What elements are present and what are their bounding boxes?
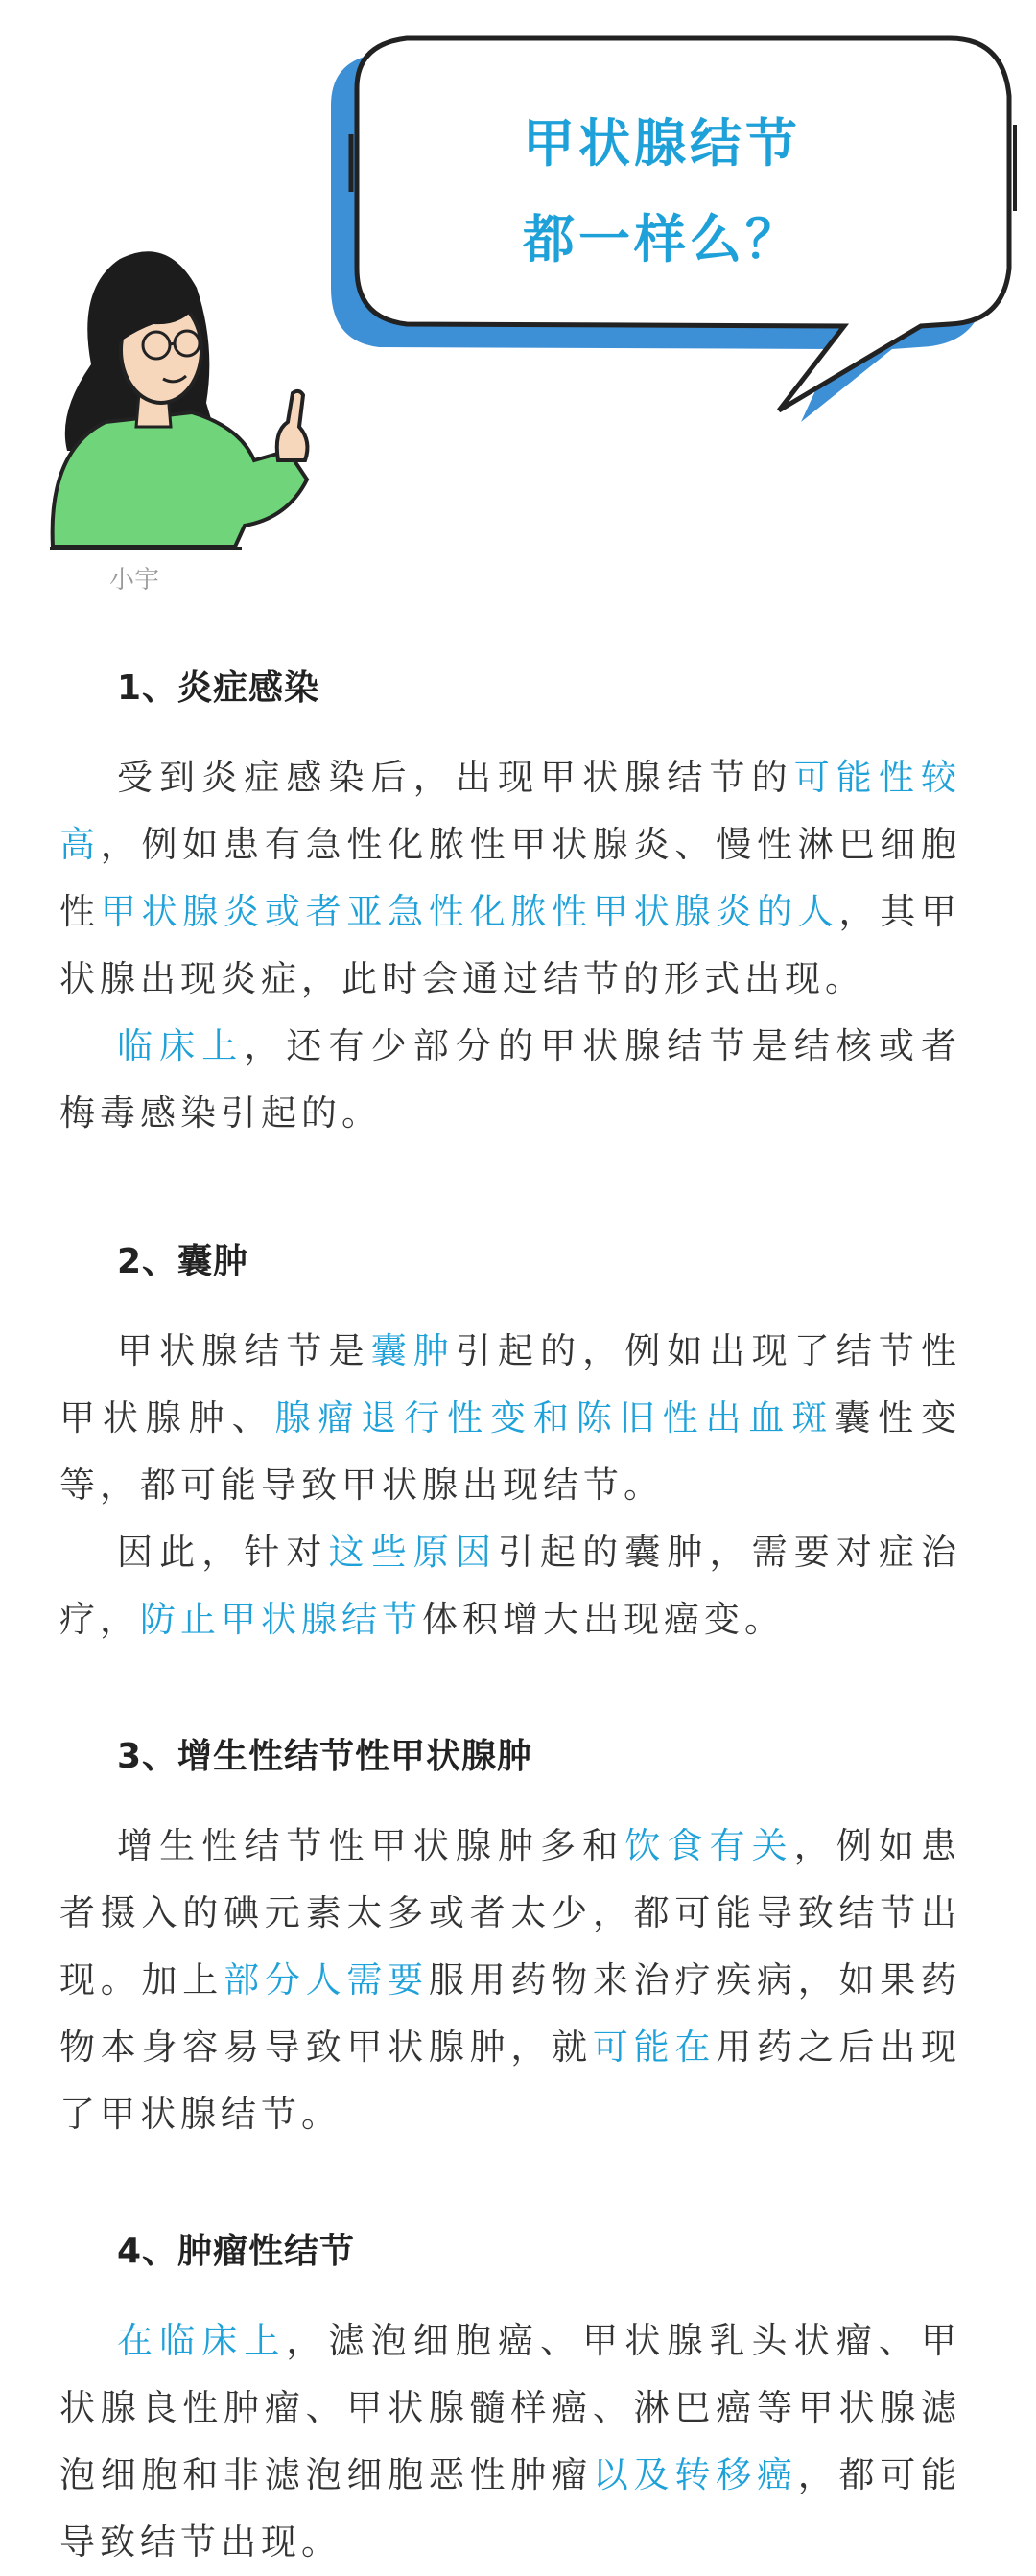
paragraph-text: 甲状腺结节是 (117, 1330, 371, 1371)
paragraph-text: 引起的囊肿，需要对症治疗， (59, 1532, 962, 1640)
speech-bubble-illustration (0, 0, 1036, 595)
paragraph (59, 1813, 961, 2148)
girl-character (50, 251, 307, 549)
bubble-title-line1: 甲状腺结节 (523, 113, 801, 174)
paragraph-text: ，都可能导致结节出现。 (59, 2454, 962, 2563)
paragraph-text: 因此，针对 (117, 1532, 329, 1573)
paragraph (59, 2307, 961, 2576)
highlighted-text: 在临床上 (117, 2320, 287, 2361)
section-inflammation (59, 660, 961, 1147)
paragraph-text: 用药之后出现了甲状腺结节。 (59, 2026, 962, 2135)
paragraph (59, 1013, 961, 1147)
section-hyperplastic-goiter (59, 1728, 961, 2148)
article-body (59, 660, 961, 2576)
highlighted-text: 这些原因 (328, 1532, 498, 1573)
image-caption: 小宇 (109, 566, 160, 595)
highlighted-text: 腺瘤退行性变和陈旧性出血斑 (274, 1397, 836, 1439)
highlighted-text: 以及转移癌 (592, 2454, 798, 2495)
paragraph (59, 1519, 961, 1653)
paragraph (59, 744, 961, 1013)
highlighted-text: 甲状腺炎或者亚急性化脓性甲状腺炎的人 (100, 891, 839, 932)
bubble-title-line2: 都一样么？ (523, 209, 801, 269)
section-heading: 3、增生性结节性甲状腺肿 (117, 1737, 533, 1776)
section-heading: 1、炎症感染 (117, 668, 320, 708)
paragraph-text: ，其甲状腺出现炎症，此时会通过结节的形式出现。 (59, 891, 962, 999)
paragraph-text: 增生性结节性甲状腺肿多和 (117, 1825, 625, 1866)
section-heading: 2、囊肿 (117, 1242, 249, 1281)
section-tumor-nodule (59, 2223, 961, 2576)
highlighted-text: 囊肿 (370, 1330, 456, 1371)
highlighted-text: 防止甲状腺结节 (140, 1599, 422, 1640)
paragraph-text: ，滤泡细胞癌、甲状腺乳头状瘤、甲状腺良性肿瘤、甲状腺髓样癌、淋巴癌等甲状腺滤泡细胞和非滤泡细胞恶性肿瘤 (59, 2320, 961, 2495)
paragraph-text: 受到炎症感染后，出现甲状腺结节的 (117, 757, 794, 798)
hero-illustration (0, 0, 1036, 595)
highlighted-text: 部分人需要 (224, 1959, 429, 2001)
bubble-title (345, 96, 978, 288)
section-cyst (59, 1233, 961, 1653)
paragraph-text: 引起的，例如出现了结节性甲状腺肿、 (59, 1330, 962, 1439)
highlighted-text: 可能在 (592, 2026, 717, 2068)
highlighted-text: 可能性较高 (59, 757, 962, 865)
paragraph-text: ，例如患者摄入的碘元素太多或者太少，都可能导致结节出现。加上 (59, 1825, 962, 2001)
paragraph-text: ，还有少部分的甲状腺结节是结核或者梅毒感染引起的。 (59, 1025, 962, 1134)
paragraph-text: 服用药物来治疗疾病，如果药物本身容易导致甲状腺肿，就 (59, 1959, 962, 2068)
highlighted-text: 饮食有关 (624, 1825, 794, 1866)
paragraph-text: 囊性变等，都可能导致甲状腺出现结节。 (59, 1397, 962, 1506)
highlighted-text: 临床上 (117, 1025, 245, 1066)
paragraph (59, 1318, 961, 1519)
section-heading: 4、肿瘤性结节 (117, 2232, 356, 2271)
paragraph-text: 体积增大出现癌变。 (422, 1599, 785, 1640)
paragraph-text: ，例如患有急性化脓性甲状腺炎、慢性淋巴细胞性 (59, 824, 962, 932)
